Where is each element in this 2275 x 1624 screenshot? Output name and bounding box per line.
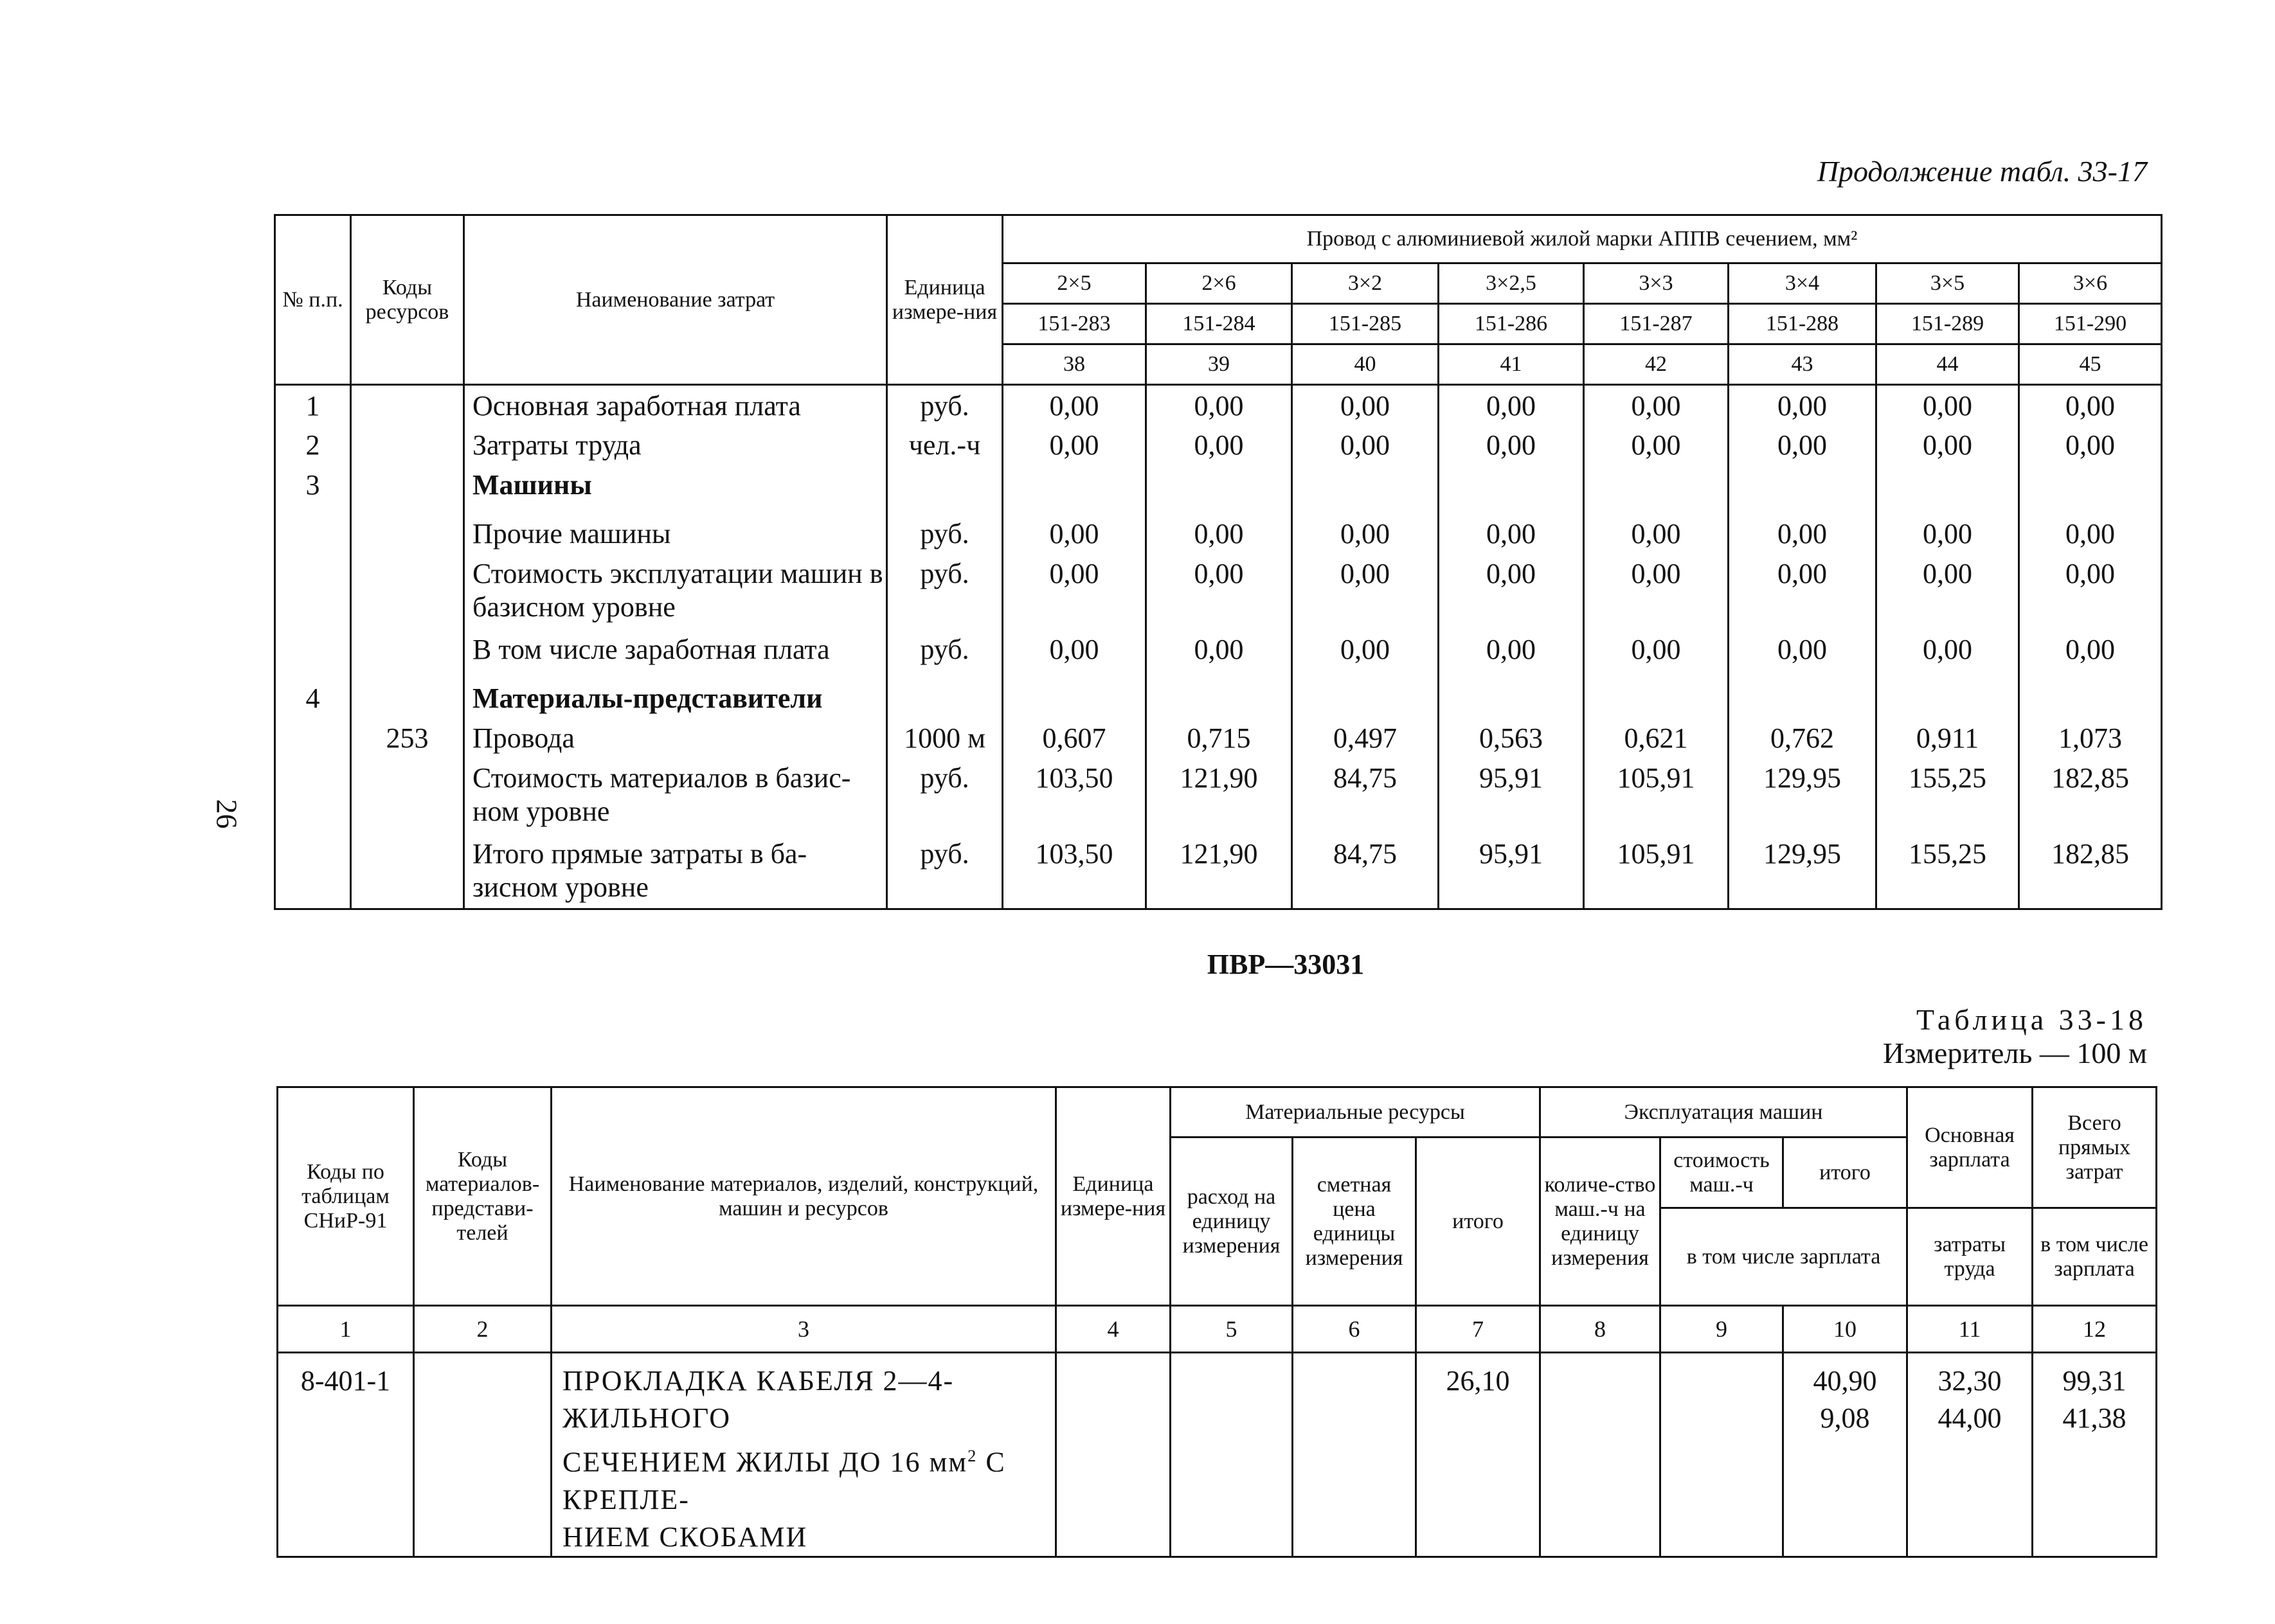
row-value: 95,91 <box>1439 834 1584 909</box>
continuation-title: Продолжение табл. 33-17 <box>1817 155 2147 188</box>
row-value: 182,85 <box>2019 758 2162 834</box>
table-row <box>275 834 2162 909</box>
row-value: 121,90 <box>1146 834 1292 909</box>
row-value: 0,00 <box>1729 629 1876 678</box>
h2-incl-wage2: в том числе зарплата <box>2033 1208 2157 1306</box>
row-num <box>275 834 351 909</box>
row-value: 0,00 <box>1003 513 1146 553</box>
row-value: 0,00 <box>1439 553 1584 629</box>
row-value: 129,95 <box>1729 758 1876 834</box>
row-base-wage: 32,30 44,00 <box>1907 1353 2033 1557</box>
header-code: 151-290 <box>2019 304 2162 344</box>
row-value: 84,75 <box>1292 758 1439 834</box>
row-value <box>1729 465 1876 513</box>
header-code: 151-285 <box>1292 304 1439 344</box>
row-num <box>275 629 351 678</box>
row-value <box>1146 678 1292 718</box>
row-value: 0,00 <box>1729 425 1876 465</box>
row-value: 0,00 <box>1584 513 1729 553</box>
header-code: 151-283 <box>1003 304 1146 344</box>
row-value: 0,00 <box>1146 385 1292 425</box>
row-code: 8-401-1 <box>278 1353 414 1557</box>
row-value: 0,00 <box>1292 513 1439 553</box>
row-value: 0,00 <box>1584 553 1729 629</box>
row-name: Провода <box>464 718 887 758</box>
row-name-line2: СЕЧЕНИЕМ ЖИЛЫ ДО 16 $мм^2$ С КРЕПЛЕ- <box>562 1446 1006 1515</box>
h2-incl-wage: в том числе зарплата <box>1660 1208 1907 1306</box>
row-value <box>2019 678 2162 718</box>
header-size: 3×4 <box>1729 263 1876 304</box>
h2-labor: затраты труда <box>1907 1208 2033 1306</box>
page-number: 26 <box>210 799 244 829</box>
row-value: 155,25 <box>1876 758 2019 834</box>
column-index: 1 <box>278 1306 414 1353</box>
row-value: 0,00 <box>2019 513 2162 553</box>
row-num: 2 <box>275 425 351 465</box>
row-code <box>351 834 464 909</box>
header-column-index: 43 <box>1729 344 1876 385</box>
row-unit: 1000 м <box>887 718 1003 758</box>
row-value: 0,00 <box>1729 385 1876 425</box>
row-consumption <box>1171 1353 1293 1557</box>
row-value: 0,607 <box>1003 718 1146 758</box>
row-code: 253 <box>351 718 464 758</box>
header-unit: Единица измере-ния <box>887 215 1003 385</box>
h2-total-direct: Всего прямых затрат <box>2033 1087 2157 1208</box>
row-value: 1,073 <box>2019 718 2162 758</box>
row-name <box>552 1353 1056 1557</box>
row-num <box>275 718 351 758</box>
row-value: 0,00 <box>1003 629 1146 678</box>
row-value <box>1876 465 2019 513</box>
h2-consumption: расход на единицу измерения <box>1171 1138 1293 1306</box>
row-name: Итого прямые затраты в ба-зисном уровне <box>464 834 887 909</box>
row-value: 0,00 <box>1584 425 1729 465</box>
row-value: 103,50 <box>1003 758 1146 834</box>
row-value: 103,50 <box>1003 834 1146 909</box>
row-num <box>275 513 351 553</box>
row-value: 0,00 <box>1003 425 1146 465</box>
column-index: 4 <box>1056 1306 1171 1353</box>
table-33-18 <box>276 1086 2157 1558</box>
header-code: 151-288 <box>1729 304 1876 344</box>
row-value: 121,90 <box>1146 758 1292 834</box>
row-unit <box>1056 1353 1171 1557</box>
row-unit: руб. <box>887 629 1003 678</box>
header-column-index: 40 <box>1292 344 1439 385</box>
row-unit: чел.-ч <box>887 425 1003 465</box>
table-33-18-measure: Измеритель — 100 м <box>1883 1037 2147 1069</box>
row-value: 95,91 <box>1439 758 1584 834</box>
row-name: Стоимость материалов в базис-ном уровне <box>464 758 887 834</box>
row-name: Прочие машины <box>464 513 887 553</box>
column-index: 12 <box>2033 1306 2157 1353</box>
row-name: Затраты труда <box>464 425 887 465</box>
row-unit: руб. <box>887 385 1003 425</box>
row-machine-total: 40,90 9,08 <box>1783 1353 1907 1557</box>
table-row <box>275 465 2162 513</box>
row-code <box>351 425 464 465</box>
h2-machine-hours: количе-ство маш.-ч на единицу измерения <box>1540 1138 1660 1306</box>
column-index: 7 <box>1416 1306 1540 1353</box>
header-group: Провод с алюминиевой жилой марки АППВ сечением, мм² <box>1003 215 2162 263</box>
row-name: Материалы-представители <box>464 678 887 718</box>
pvr-title: ПВР—33031 <box>1207 949 1365 980</box>
row-code <box>351 629 464 678</box>
row-value <box>1584 465 1729 513</box>
row-value: 0,00 <box>2019 385 2162 425</box>
row-code <box>351 553 464 629</box>
row-value: 0,762 <box>1729 718 1876 758</box>
row-value <box>1439 465 1584 513</box>
table-row <box>275 629 2162 678</box>
row-value: 0,00 <box>1146 553 1292 629</box>
row-value: 0,715 <box>1146 718 1292 758</box>
row-value: 0,00 <box>1439 385 1584 425</box>
h2-est-price: сметная цена единицы измерения <box>1293 1138 1416 1306</box>
row-num: 3 <box>275 465 351 513</box>
row-value: 0,00 <box>1292 425 1439 465</box>
row-num: 1 <box>275 385 351 425</box>
row-value: 0,00 <box>1146 629 1292 678</box>
row-value: 0,00 <box>1292 385 1439 425</box>
row-value: 0,00 <box>1584 629 1729 678</box>
table-row <box>275 678 2162 718</box>
row-value: 0,00 <box>1003 553 1146 629</box>
h2-unit: Единица измере-ния <box>1056 1087 1171 1306</box>
row-value: 0,00 <box>1876 385 2019 425</box>
row-est-price <box>1293 1353 1416 1557</box>
row-num <box>275 758 351 834</box>
row-value <box>1003 465 1146 513</box>
row-mat-total: 26,10 <box>1416 1353 1540 1557</box>
table-row <box>275 385 2162 425</box>
header-code: 151-286 <box>1439 304 1584 344</box>
h2-machine-total: итого <box>1783 1138 1907 1208</box>
row-value <box>1292 678 1439 718</box>
row-value: 0,00 <box>1876 425 2019 465</box>
row-value <box>1876 678 2019 718</box>
row-name-line1: ПРОКЛАДКА КАБЕЛЯ 2—4-ЖИЛЬНОГО <box>562 1365 955 1434</box>
row-value: 0,00 <box>1584 385 1729 425</box>
row-name: В том числе заработная плата <box>464 629 887 678</box>
row-unit: руб. <box>887 513 1003 553</box>
row-machine-cost <box>1660 1353 1783 1557</box>
h2-machine-operation: Эксплуатация машин <box>1540 1087 1907 1138</box>
row-value: 0,00 <box>1729 513 1876 553</box>
header-code: 151-284 <box>1146 304 1292 344</box>
h2-material-codes: Коды материалов-представи-телей <box>414 1087 552 1306</box>
row-num <box>275 553 351 629</box>
header-size: 3×5 <box>1876 263 2019 304</box>
header-column-index: 42 <box>1584 344 1729 385</box>
h2-snip-codes: Коды по таблицам СНиР-91 <box>278 1087 414 1306</box>
h2-material-resources: Материальные ресурсы <box>1171 1087 1540 1138</box>
row-value: 129,95 <box>1729 834 1876 909</box>
row-unit: руб. <box>887 758 1003 834</box>
column-index: 6 <box>1293 1306 1416 1353</box>
row-value: 182,85 <box>2019 834 2162 909</box>
row-value: 0,00 <box>1439 629 1584 678</box>
header-size: 3×6 <box>2019 263 2162 304</box>
row-value: 155,25 <box>1876 834 2019 909</box>
header-size: 3×2,5 <box>1439 263 1584 304</box>
row-value: 0,911 <box>1876 718 2019 758</box>
table-row <box>275 425 2162 465</box>
row-code <box>351 465 464 513</box>
row-unit <box>887 465 1003 513</box>
column-index: 9 <box>1660 1306 1783 1353</box>
header-code: 151-289 <box>1876 304 2019 344</box>
row-code <box>351 513 464 553</box>
row-value: 0,00 <box>2019 553 2162 629</box>
h2-name: Наименование материалов, изделий, конструкций, машин и ресурсов <box>552 1087 1056 1306</box>
row-name: Основная заработная плата <box>464 385 887 425</box>
header-name: Наименование затрат <box>464 215 887 385</box>
row-value <box>2019 465 2162 513</box>
header-size: 2×6 <box>1146 263 1292 304</box>
column-index: 5 <box>1171 1306 1293 1353</box>
row-value: 0,00 <box>1876 513 2019 553</box>
row-value: 0,00 <box>1876 553 2019 629</box>
header-size: 3×3 <box>1584 263 1729 304</box>
row-value: 0,497 <box>1292 718 1439 758</box>
row-name: Стоимость эксплуатации машин в базисном уровне <box>464 553 887 629</box>
row-value <box>1439 678 1584 718</box>
row-value: 0,00 <box>1146 513 1292 553</box>
row-value: 0,00 <box>1876 629 2019 678</box>
row-value: 0,563 <box>1439 718 1584 758</box>
row-value <box>1292 465 1439 513</box>
row-value: 0,621 <box>1584 718 1729 758</box>
header-column-index: 45 <box>2019 344 2162 385</box>
row-value: 84,75 <box>1292 834 1439 909</box>
row-direct-total: 99,31 41,38 <box>2033 1353 2157 1557</box>
row-value: 0,00 <box>1729 553 1876 629</box>
row-unit: руб. <box>887 553 1003 629</box>
row-name-line3: НИЕМ СКОБАМИ <box>562 1521 808 1553</box>
table-row <box>275 718 2162 758</box>
row-unit <box>887 678 1003 718</box>
table-row <box>275 553 2162 629</box>
header-size: 3×2 <box>1292 263 1439 304</box>
row-material-code <box>414 1353 552 1557</box>
h2-machine-cost: стоимость маш.-ч <box>1660 1138 1783 1208</box>
table-row <box>275 513 2162 553</box>
table-row <box>275 758 2162 834</box>
h2-base-wage: Основная зарплата <box>1907 1087 2033 1208</box>
row-value: 0,00 <box>1439 425 1584 465</box>
header-column-index: 38 <box>1003 344 1146 385</box>
h2-total: итого <box>1416 1138 1540 1306</box>
row-value <box>1729 678 1876 718</box>
header-num: № п.п. <box>275 215 351 385</box>
row-value: 0,00 <box>1146 425 1292 465</box>
row-value: 105,91 <box>1584 758 1729 834</box>
row-value: 0,00 <box>2019 425 2162 465</box>
header-code: 151-287 <box>1584 304 1729 344</box>
row-machine-hours <box>1540 1353 1660 1557</box>
row-value: 0,00 <box>1292 553 1439 629</box>
row-value <box>1584 678 1729 718</box>
header-column-index: 39 <box>1146 344 1292 385</box>
row-value: 105,91 <box>1584 834 1729 909</box>
row-code <box>351 758 464 834</box>
row-value: 0,00 <box>1003 385 1146 425</box>
row-code <box>351 678 464 718</box>
header-codes: Коды ресурсов <box>351 215 464 385</box>
row-unit: руб. <box>887 834 1003 909</box>
row-value: 0,00 <box>1439 513 1584 553</box>
table-33-17-continuation <box>274 214 2163 910</box>
column-index: 11 <box>1907 1306 2033 1353</box>
row-code <box>351 385 464 425</box>
header-size: 2×5 <box>1003 263 1146 304</box>
column-index: 8 <box>1540 1306 1660 1353</box>
row-num: 4 <box>275 678 351 718</box>
column-index: 2 <box>414 1306 552 1353</box>
table-33-18-title: Таблица 33-18 <box>1916 1003 2147 1036</box>
row-value <box>1146 465 1292 513</box>
row-value: 0,00 <box>2019 629 2162 678</box>
header-column-index: 44 <box>1876 344 2019 385</box>
row-name: Машины <box>464 465 887 513</box>
column-index: 3 <box>552 1306 1056 1353</box>
row-value <box>1003 678 1146 718</box>
row-value: 0,00 <box>1292 629 1439 678</box>
column-index: 10 <box>1783 1306 1907 1353</box>
header-column-index: 41 <box>1439 344 1584 385</box>
